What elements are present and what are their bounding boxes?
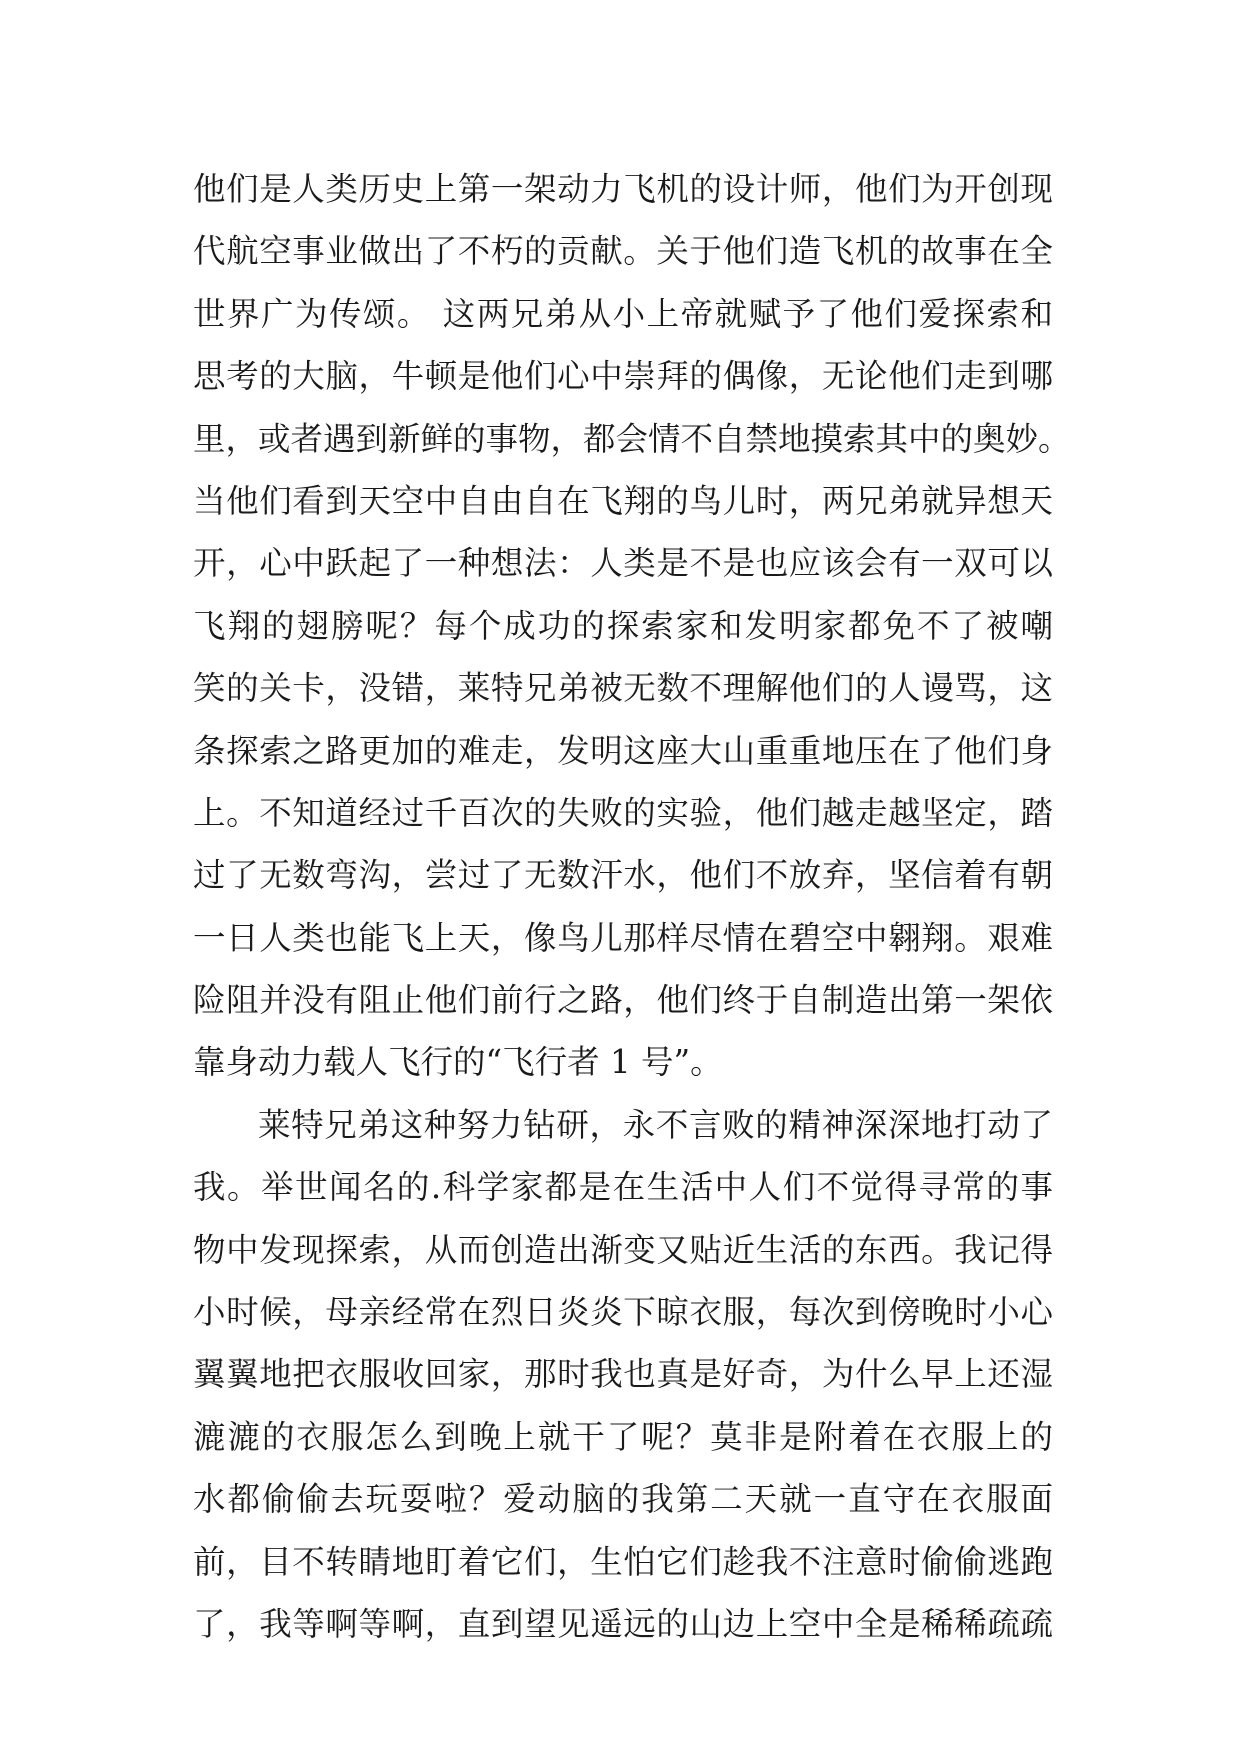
body-text [193,158,1071,1655]
text-line: 前，目不转睛地盯着它们，生怕它们趁我不注意时偷偷逃跑 [193,1542,1053,1581]
text-line: 漉漉的衣服怎么到晚上就干了呢？莫非是附着在衣服上的 [193,1417,1053,1456]
paragraph-first-line: 莱特兄弟这种努力钻研，永不言败的精神深深地打动了 [258,1105,1053,1144]
text-line: 一日人类也能飞上天，像鸟儿那样尽情在碧空中翱翔。艰难 [193,918,1053,957]
text-line: 代航空事业做出了不朽的贡献。关于他们造飞机的故事在全 [193,232,1053,271]
text-line: 世界广为传颂。 这两兄弟从小上帝就赋予了他们爱探索和 [193,294,1053,333]
text-line: 上。不知道经过千百次的失败的实验，他们越走越坚定，踏 [193,793,1053,832]
text-line: 里，或者遇到新鲜的事物，都会情不自禁地摸索其中的奥妙。 [193,419,1071,458]
paragraph-end-line: 靠身动力载人飞行的“飞行者 1 号”。 [193,1043,723,1082]
text-line: 他们是人类历史上第一架动力飞机的设计师，他们为开创现 [193,170,1053,208]
text-line: 笑的关卡，没错，莱特兄弟被无数不理解他们的人谩骂，这 [193,669,1053,708]
text-line: 我。举世闻名的.科学家都是在生活中人们不觉得寻常的事 [193,1168,1053,1207]
text-line: 翼翼地把衣服收回家，那时我也真是好奇，为什么早上还湿 [193,1355,1053,1394]
text-line: 条探索之路更加的难走，发明这座大山重重地压在了他们身 [193,731,1053,770]
text-line: 开，心中跃起了一种想法：人类是不是也应该会有一双可以 [193,544,1053,583]
text-line: 了，我等啊等啊，直到望见遥远的山边上空中全是稀稀疏疏 [193,1604,1053,1643]
text-line: 思考的大脑，牛顿是他们心中崇拜的偶像，无论他们走到哪 [193,357,1053,396]
text-line: 飞翔的翅膀呢？每个成功的探索家和发明家都免不了被嘲 [193,606,1053,645]
text-line: 过了无数弯沟，尝过了无数汗水，他们不放弃，坚信着有朝 [193,856,1053,895]
text-line: 小时候，母亲经常在烈日炎炎下晾衣服，每次到傍晚时小心 [193,1293,1053,1332]
text-line: 当他们看到天空中自由自在飞翔的鸟儿时，两兄弟就异想天 [193,481,1053,520]
text-line: 水都偷偷去玩耍啦？爱动脑的我第二天就一直守在衣服面 [193,1480,1053,1519]
text-line: 物中发现探索，从而创造出渐变又贴近生活的东西。我记得 [193,1230,1053,1269]
text-line: 险阻并没有阻止他们前行之路，他们终于自制造出第一架依 [193,981,1053,1020]
